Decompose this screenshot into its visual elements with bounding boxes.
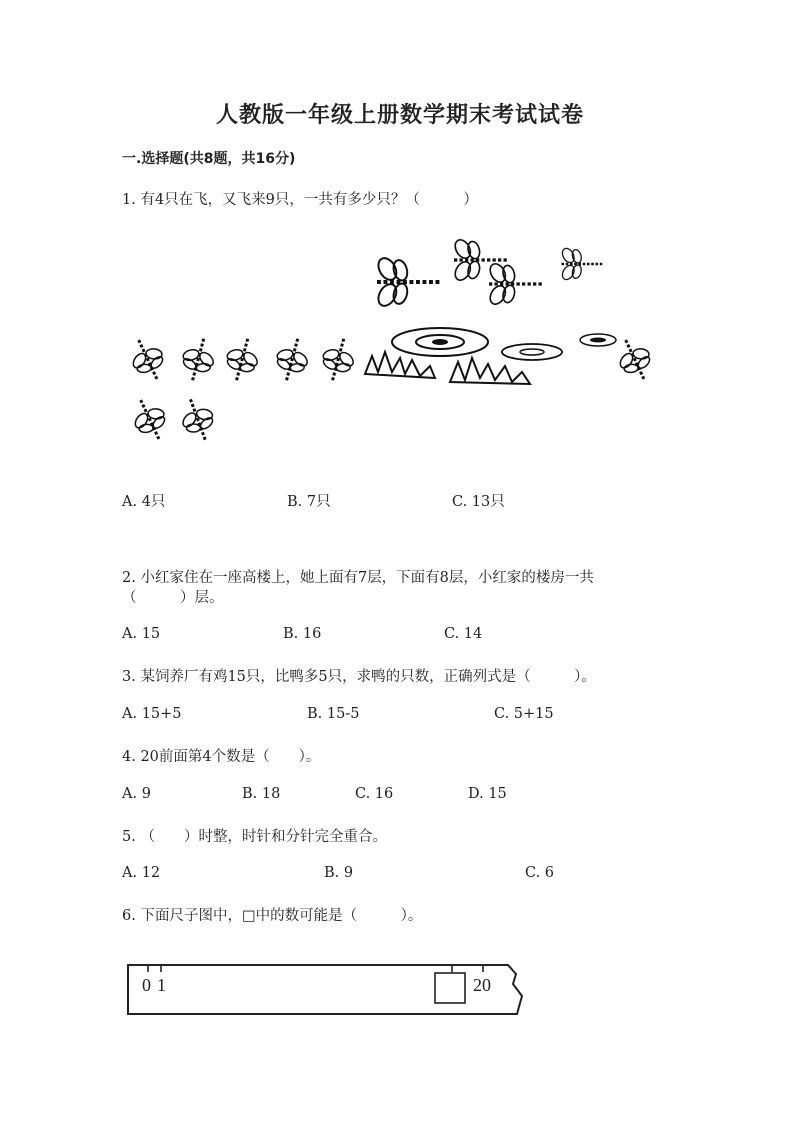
q5-option-b: B. 9	[324, 865, 354, 881]
question-2-stem-line1: 2. 小红家住在一座高楼上，她上面有7层，下面有8层，小红家的楼房一共	[122, 570, 594, 586]
question-6-stem: 6. 下面尺子图中，□中的数可能是（ ）。	[122, 908, 423, 924]
section-heading: 一.选择题(共8题，共16分)	[122, 151, 296, 167]
q5-option-c: C. 6	[525, 865, 555, 881]
q4-option-a: A. 9	[122, 786, 151, 802]
page-title: 人教版一年级上册数学期末考试试卷	[215, 102, 584, 128]
q3-option-c: C. 5+15	[494, 706, 554, 722]
q1-option-c: C. 13只	[452, 494, 505, 510]
q2-option-a: A. 15	[122, 626, 161, 642]
ruler-label-20: 20	[473, 975, 491, 995]
q1-option-b: B. 7只	[287, 494, 331, 510]
q4-option-b: B. 18	[242, 786, 281, 802]
q4-option-c: C. 16	[355, 786, 394, 802]
ruler-blank-box	[435, 973, 465, 1003]
ruler-label-1: 1	[157, 975, 166, 995]
question-5-stem: 5. （ ）时整，时针和分针完全重合。	[122, 829, 387, 845]
ruler-label-0: 0	[142, 975, 151, 995]
question-1-stem: 1. 有4只在飞，又飞来9只，一共有多少只？（ ）	[122, 192, 478, 208]
question-2-stem-line2: （ ）层。	[122, 590, 224, 606]
question-4-stem: 4. 20前面第4个数是（ ）。	[122, 749, 321, 765]
q3-option-a: A. 15+5	[122, 706, 182, 722]
q5-option-a: A. 12	[122, 865, 161, 881]
question-3-stem: 3. 某饲养厂有鸡15只，比鸭多5只，求鸭的只数，正确列式是（ ）。	[122, 669, 596, 685]
q2-option-c: C. 14	[444, 626, 483, 642]
ruler-diagram	[126, 958, 526, 1022]
q1-option-a: A. 4只	[122, 494, 166, 510]
dragonfly-illustration	[120, 232, 665, 452]
q2-option-b: B. 16	[283, 626, 322, 642]
q4-option-d: D. 15	[468, 786, 507, 802]
q3-option-b: B. 15-5	[307, 706, 360, 722]
